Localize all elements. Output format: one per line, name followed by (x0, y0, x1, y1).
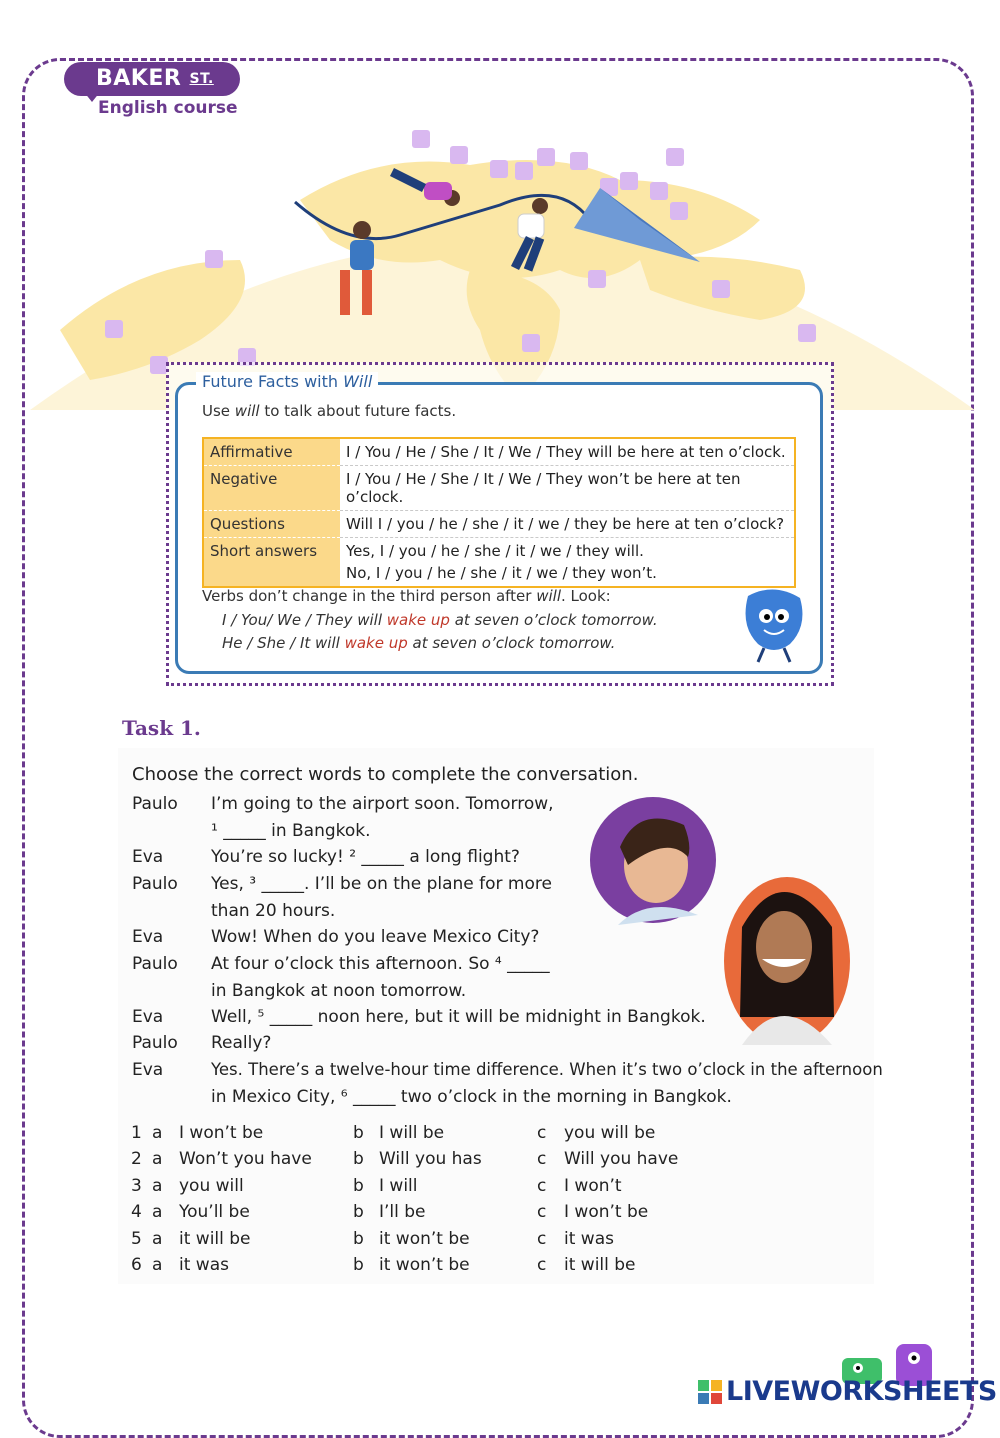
option-letter-c: c (537, 1176, 547, 1196)
speaker-label: Eva (132, 847, 164, 867)
intro-italic: will (234, 402, 260, 420)
grammar-table (202, 437, 796, 588)
speaker-label: Eva (132, 1060, 164, 1080)
dialogue-line: than 20 hours. (211, 901, 336, 921)
grammar-intro (202, 402, 456, 420)
option-letter-b: b (353, 1255, 364, 1275)
example-sentence (222, 634, 615, 652)
example-verb: wake up (386, 611, 450, 629)
note-italic: will (536, 587, 561, 605)
brand-name: BAKER (96, 66, 182, 91)
brand-logo (64, 62, 240, 96)
option-letter-b: b (353, 1229, 364, 1249)
option-letter-a: a (152, 1149, 163, 1169)
option-letter-a: a (152, 1229, 163, 1249)
short-answer-yes: Yes, I / you / he / she / it / we / they will. (346, 542, 644, 560)
note-pre: Verbs don’t change in the third person after (202, 587, 537, 605)
example-sentence (222, 611, 658, 629)
row-value (340, 538, 795, 588)
option-number: 6 (131, 1255, 142, 1275)
boy-portrait (588, 795, 718, 925)
table-row (203, 466, 795, 511)
example-verb: wake up (344, 634, 408, 652)
option-a[interactable]: I won’t be (179, 1123, 264, 1143)
example-pre: I / You/ We / They will (222, 611, 387, 629)
liveworksheets-badge-icon (698, 1380, 722, 1404)
task-instruction: Choose the correct words to complete the conversation. (132, 764, 639, 785)
table-row (203, 438, 795, 466)
option-b[interactable]: it won’t be (379, 1255, 470, 1275)
dialogue-line: Yes, ³ _____. I’ll be on the plane for more (211, 874, 552, 894)
intro-post: to talk about future facts. (259, 402, 457, 420)
short-answer-no: No, I / you / he / she / it / we / they won’t. (346, 564, 657, 582)
option-number: 2 (131, 1149, 142, 1169)
option-c[interactable]: you will be (564, 1123, 656, 1143)
option-number: 5 (131, 1229, 142, 1249)
speaker-label: Paulo (132, 874, 178, 894)
option-letter-c: c (537, 1255, 547, 1275)
row-label: Short answers (203, 538, 340, 588)
row-label: Affirmative (203, 438, 340, 466)
brand-subtitle: English course (98, 98, 238, 118)
row-value: I / You / He / She / It / We / They won’t be here at ten o’clock. (340, 466, 795, 511)
grammar-title-italic: Will (343, 372, 373, 391)
dialogue-line: in Mexico City, ⁶ _____ two o’clock in the morning in Bangkok. (211, 1087, 732, 1107)
option-letter-c: c (537, 1123, 547, 1143)
option-letter-a: a (152, 1255, 163, 1275)
liveworksheets-logo[interactable]: LIVEWORKSHEETS (726, 1376, 997, 1407)
option-letter-a: a (152, 1202, 163, 1222)
option-b[interactable]: I will be (379, 1123, 445, 1143)
example-post: at seven o’clock tomorrow. (449, 611, 658, 629)
brand-suffix: ST. (189, 71, 214, 87)
option-a[interactable]: Won’t you have (179, 1149, 312, 1169)
task-title: Task 1. (122, 716, 201, 740)
option-letter-c: c (537, 1149, 547, 1169)
girl-portrait (722, 867, 852, 1045)
row-label: Questions (203, 511, 340, 538)
option-letter-b: b (353, 1149, 364, 1169)
option-letter-a: a (152, 1123, 163, 1143)
dialogue-line: You’re so lucky! ² _____ a long flight? (211, 847, 520, 867)
row-value: Will I / you / he / she / it / we / they be here at ten o’clock? (340, 511, 795, 538)
option-a[interactable]: it will be (179, 1229, 251, 1249)
row-label: Negative (203, 466, 340, 511)
option-letter-a: a (152, 1176, 163, 1196)
speaker-label: Paulo (132, 1033, 178, 1053)
dialogue-line: Yes. There’s a twelve-hour time difference. When it’s two o’clock in the afternoon (211, 1060, 883, 1079)
dialogue-line: At four o’clock this afternoon. So ⁴ _____ (211, 954, 550, 974)
grammar-note (202, 587, 611, 605)
row-value: I / You / He / She / It / We / They will be here at ten o’clock. (340, 438, 795, 466)
intro-pre: Use (202, 402, 235, 420)
option-c[interactable]: it was (564, 1229, 614, 1249)
table-row (203, 538, 795, 588)
option-number: 4 (131, 1202, 142, 1222)
option-b[interactable]: I will (379, 1176, 418, 1196)
option-number: 3 (131, 1176, 142, 1196)
option-a[interactable]: you will (179, 1176, 244, 1196)
option-c[interactable]: it will be (564, 1255, 636, 1275)
dialogue-line: Well, ⁵ _____ noon here, but it will be midnight in Bangkok. (211, 1007, 706, 1027)
option-c[interactable]: Will you have (564, 1149, 679, 1169)
note-post: . Look: (561, 587, 611, 605)
option-a[interactable]: it was (179, 1255, 229, 1275)
example-post: at seven o’clock tomorrow. (407, 634, 616, 652)
dialogue-line: Really? (211, 1033, 272, 1053)
speaker-label: Eva (132, 927, 164, 947)
mascot-icon (738, 586, 810, 666)
table-row (203, 511, 795, 538)
speaker-label: Paulo (132, 954, 178, 974)
speaker-label: Eva (132, 1007, 164, 1027)
option-letter-b: b (353, 1123, 364, 1143)
dialogue-line: Wow! When do you leave Mexico City? (211, 927, 540, 947)
option-a[interactable]: You’ll be (179, 1202, 250, 1222)
option-letter-b: b (353, 1176, 364, 1196)
option-letter-b: b (353, 1202, 364, 1222)
option-c[interactable]: I won’t be (564, 1202, 649, 1222)
grammar-title-text: Future Facts with (202, 372, 339, 391)
speaker-label: Paulo (132, 794, 178, 814)
option-letter-c: c (537, 1229, 547, 1249)
example-pre: He / She / It will (222, 634, 345, 652)
dialogue-line: ¹ _____ in Bangkok. (211, 821, 371, 841)
option-c[interactable]: I won’t (564, 1176, 622, 1196)
dialogue-line: in Bangkok at noon tomorrow. (211, 981, 467, 1001)
option-b[interactable]: it won’t be (379, 1229, 470, 1249)
option-number: 1 (131, 1123, 142, 1143)
option-b[interactable]: I’ll be (379, 1202, 426, 1222)
grammar-title (196, 372, 378, 391)
option-b[interactable]: Will you has (379, 1149, 482, 1169)
dialogue-line: I’m going to the airport soon. Tomorrow, (211, 794, 554, 814)
option-letter-c: c (537, 1202, 547, 1222)
